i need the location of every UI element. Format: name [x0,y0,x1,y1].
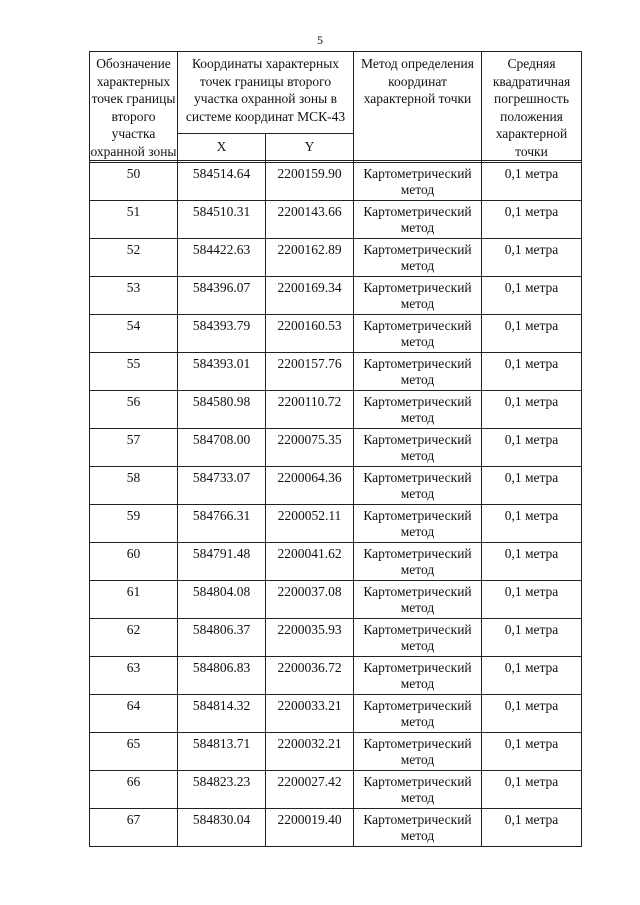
cell-x: 584806.83 [178,657,266,695]
cell-point-number: 65 [90,733,178,771]
table-row [90,695,582,733]
cell-method: Картометрический метод [354,277,482,315]
header-designation: Обозначение характерных точек границы второго участка охранной зоны [90,52,178,161]
table-row [90,619,582,657]
cell-method: Картометрический метод [354,505,482,543]
table-row [90,809,582,847]
header-row [90,52,582,134]
cell-x: 584804.08 [178,581,266,619]
table-row [90,733,582,771]
cell-method: Картометрический метод [354,353,482,391]
cell-point-number: 63 [90,657,178,695]
cell-error: 0,1 метра [482,467,582,505]
cell-x: 584823.23 [178,771,266,809]
header-x: X [178,134,266,161]
cell-method: Картометрический метод [354,809,482,847]
cell-x: 584733.07 [178,467,266,505]
cell-y: 2200037.08 [266,581,354,619]
cell-x: 584830.04 [178,809,266,847]
cell-point-number: 51 [90,201,178,239]
header-coordinates: Координаты характерных точек границы второго участка охранной зоны в системе координат МСК-43 [178,52,354,134]
cell-error: 0,1 метра [482,315,582,353]
cell-y: 2200159.90 [266,163,354,201]
cell-method: Картометрический метод [354,695,482,733]
cell-point-number: 67 [90,809,178,847]
cell-error: 0,1 метра [482,809,582,847]
cell-method: Картометрический метод [354,619,482,657]
cell-point-number: 64 [90,695,178,733]
cell-x: 584766.31 [178,505,266,543]
cell-error: 0,1 метра [482,239,582,277]
cell-point-number: 57 [90,429,178,467]
cell-y: 2200019.40 [266,809,354,847]
header-method: Метод определения координат характерной точки [354,52,482,161]
cell-error: 0,1 метра [482,163,582,201]
table-row [90,429,582,467]
cell-y: 2200075.35 [266,429,354,467]
table-row [90,467,582,505]
cell-method: Картометрический метод [354,733,482,771]
cell-error: 0,1 метра [482,201,582,239]
table-row [90,543,582,581]
cell-point-number: 54 [90,315,178,353]
cell-error: 0,1 метра [482,771,582,809]
cell-x: 584814.32 [178,695,266,733]
cell-method: Картометрический метод [354,771,482,809]
cell-y: 2200027.42 [266,771,354,809]
cell-method: Картометрический метод [354,467,482,505]
cell-x: 584422.63 [178,239,266,277]
cell-error: 0,1 метра [482,277,582,315]
cell-point-number: 52 [90,239,178,277]
cell-error: 0,1 метра [482,581,582,619]
cell-point-number: 56 [90,391,178,429]
cell-point-number: 50 [90,163,178,201]
page-number: 5 [317,33,323,47]
cell-x: 584791.48 [178,543,266,581]
cell-x: 584393.79 [178,315,266,353]
table-row [90,277,582,315]
cell-method: Картометрический метод [354,163,482,201]
cell-error: 0,1 метра [482,505,582,543]
cell-point-number: 60 [90,543,178,581]
cell-x: 584806.37 [178,619,266,657]
cell-method: Картометрический метод [354,581,482,619]
cell-y: 2200052.11 [266,505,354,543]
header-y: Y [266,134,354,161]
cell-x: 584580.98 [178,391,266,429]
cell-error: 0,1 метра [482,695,582,733]
table-row [90,657,582,695]
cell-y: 2200169.34 [266,277,354,315]
cell-y: 2200160.53 [266,315,354,353]
cell-x: 584708.00 [178,429,266,467]
cell-y: 2200064.36 [266,467,354,505]
cell-method: Картометрический метод [354,239,482,277]
cell-point-number: 58 [90,467,178,505]
table-row [90,201,582,239]
cell-y: 2200041.62 [266,543,354,581]
table-row [90,163,582,201]
coordinates-table [89,51,582,847]
cell-x: 584514.64 [178,163,266,201]
table-row [90,581,582,619]
cell-point-number: 55 [90,353,178,391]
cell-error: 0,1 метра [482,429,582,467]
cell-method: Картометрический метод [354,543,482,581]
cell-x: 584396.07 [178,277,266,315]
cell-y: 2200110.72 [266,391,354,429]
cell-method: Картометрический метод [354,391,482,429]
cell-y: 2200157.76 [266,353,354,391]
header-error: Средняя квадратичная погрешность положения характерной точки [482,52,582,161]
cell-error: 0,1 метра [482,733,582,771]
cell-error: 0,1 метра [482,657,582,695]
cell-point-number: 62 [90,619,178,657]
cell-error: 0,1 метра [482,353,582,391]
cell-x: 584393.01 [178,353,266,391]
cell-method: Картометрический метод [354,315,482,353]
cell-error: 0,1 метра [482,391,582,429]
cell-point-number: 59 [90,505,178,543]
cell-point-number: 53 [90,277,178,315]
cell-point-number: 66 [90,771,178,809]
cell-y: 2200143.66 [266,201,354,239]
cell-x: 584813.71 [178,733,266,771]
table-row [90,505,582,543]
table-row [90,353,582,391]
cell-method: Картометрический метод [354,657,482,695]
cell-error: 0,1 метра [482,543,582,581]
cell-method: Картометрический метод [354,429,482,467]
cell-y: 2200036.72 [266,657,354,695]
cell-y: 2200032.21 [266,733,354,771]
table-row [90,239,582,277]
table-row [90,391,582,429]
cell-y: 2200033.21 [266,695,354,733]
cell-method: Картометрический метод [354,201,482,239]
cell-point-number: 61 [90,581,178,619]
cell-y: 2200162.89 [266,239,354,277]
cell-error: 0,1 метра [482,619,582,657]
cell-y: 2200035.93 [266,619,354,657]
cell-x: 584510.31 [178,201,266,239]
table-row [90,315,582,353]
table-row [90,771,582,809]
